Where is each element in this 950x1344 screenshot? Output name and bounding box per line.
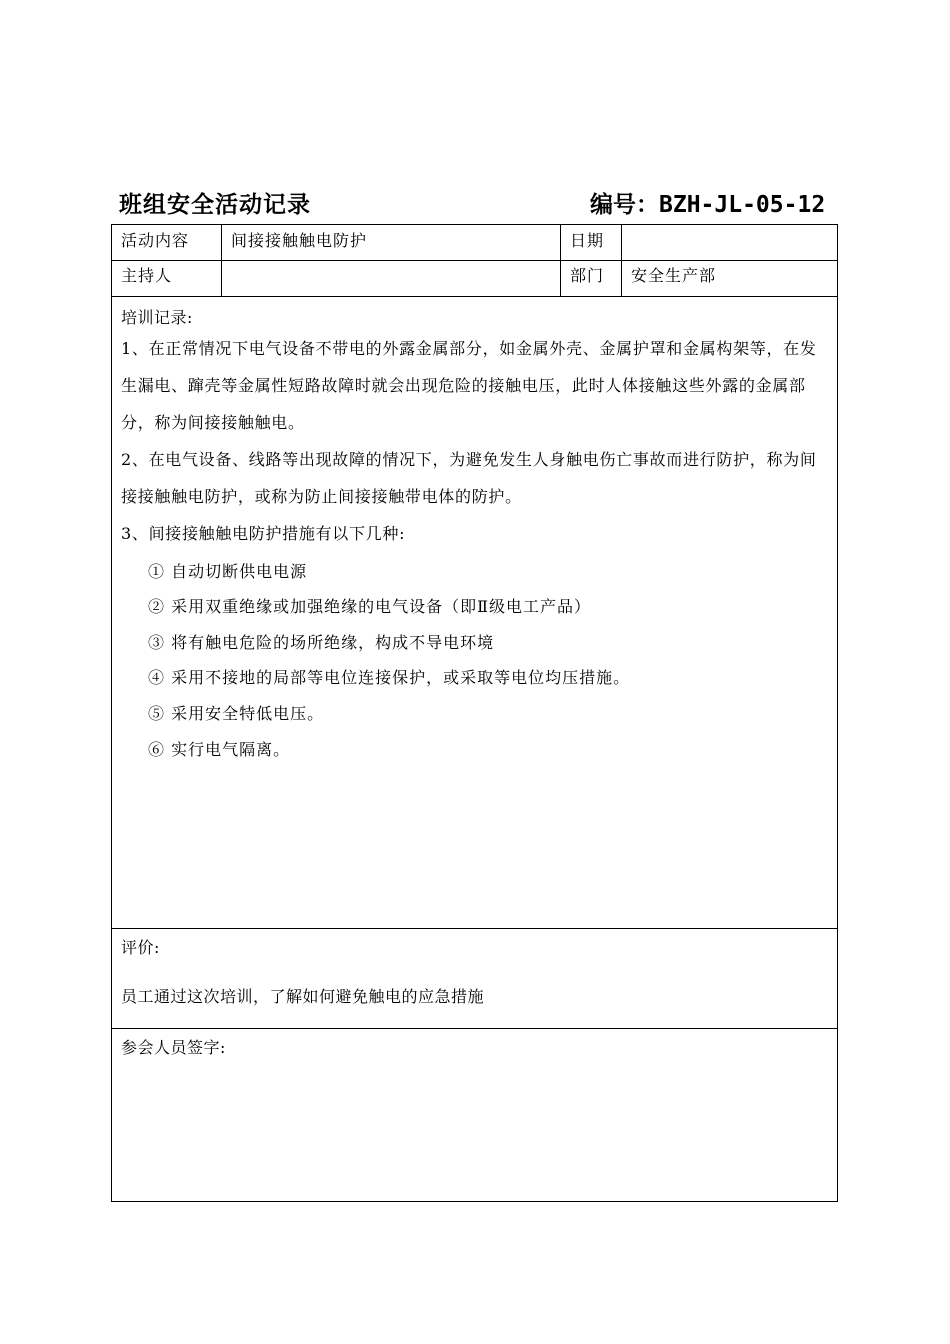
document-code (590, 186, 825, 219)
evaluation-label: 评价: (121, 938, 160, 957)
measure-item: ② 采用双重绝缘或加强绝缘的电气设备（即Ⅱ级电工产品） (148, 597, 591, 616)
activity-label: 活动内容 (121, 231, 190, 250)
evaluation-text: 员工通过这次培训，了解如何避免触电的应急措施 (121, 987, 485, 1006)
training-paragraph-2: 2、在电气设备、线路等出现故障的情况下，为避免发生人身触电伤亡事故而进行防护，称为间接接触触电防护，或称为防止间接接触带电体的防护。 (121, 450, 817, 506)
col-divider (621, 225, 622, 296)
document-title: 班组安全活动记录 (119, 192, 311, 218)
row-divider (112, 928, 837, 929)
row-divider (112, 296, 837, 297)
training-paragraph-3: 3、间接接触触电防护措施有以下几种: (121, 524, 406, 543)
attendees-label: 参会人员签字: (121, 1038, 226, 1057)
code-label: 编号： (590, 192, 659, 218)
measure-item: ⑤ 采用安全特低电压。 (148, 704, 325, 723)
measure-item: ① 自动切断供电电源 (148, 562, 308, 581)
host-label: 主持人 (121, 266, 173, 285)
attendees-signature-area[interactable] (121, 1065, 821, 1190)
row-divider (112, 1028, 837, 1029)
code-value: BZH-JL-05-12 (659, 192, 826, 218)
training-paragraph-1: 1、在正常情况下电气设备不带电的外露金属部分，如金属外壳、金属护罩和金属构架等，在发生漏电、蹿壳等金属性短路故障时就会出现危险的接触电压，此时人体接触这些外露的金属部分，称为间接接触触电。 (121, 339, 817, 432)
dept-value[interactable]: 安全生产部 (631, 266, 717, 285)
measure-item: ⑥ 实行电气隔离。 (148, 740, 291, 759)
measure-item: ④ 采用不接地的局部等电位连接保护，或采取等电位均压措施。 (148, 668, 631, 687)
record-table (111, 224, 838, 1202)
measure-item: ③ 将有触电危险的场所绝缘，构成不导电环境 (148, 633, 495, 652)
activity-value[interactable]: 间接接触触电防护 (231, 231, 368, 250)
training-label: 培训记录: (121, 308, 193, 327)
date-label: 日期 (570, 231, 605, 250)
col-divider (560, 225, 561, 296)
dept-label: 部门 (570, 266, 605, 285)
col-divider (221, 225, 222, 296)
